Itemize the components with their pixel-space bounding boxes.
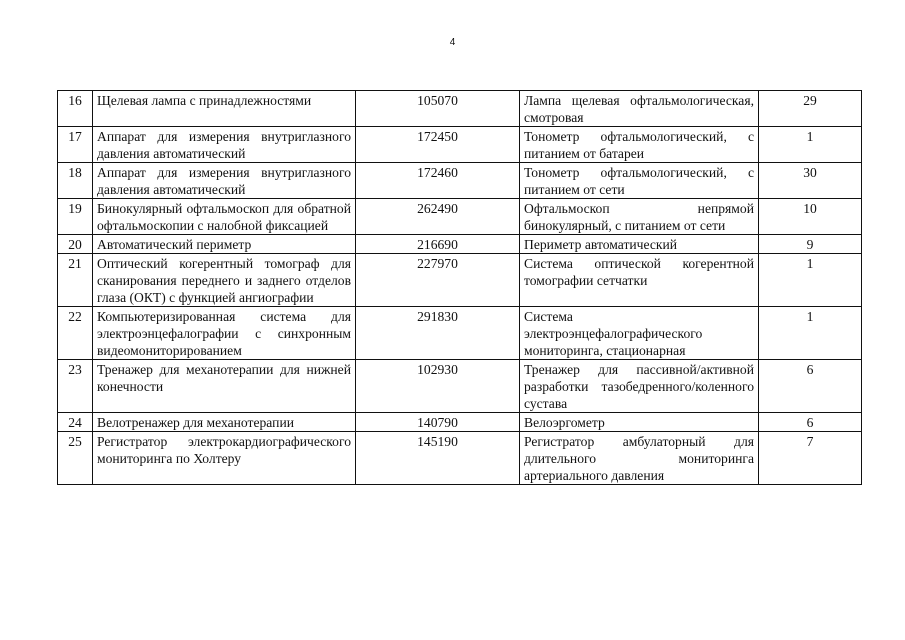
page-number: 4 <box>449 37 456 48</box>
equipment-quantity: 6 <box>759 360 862 413</box>
row-number: 25 <box>58 432 93 485</box>
table-row <box>58 360 862 413</box>
table-row <box>58 235 862 254</box>
equipment-quantity: 10 <box>759 199 862 235</box>
table-row <box>58 307 862 360</box>
table-row <box>58 254 862 307</box>
equipment-type: Велоэргометр <box>520 413 759 432</box>
equipment-quantity: 30 <box>759 163 862 199</box>
equipment-type: Система электроэнцефалографического мониторинга, стационарная <box>520 307 759 360</box>
equipment-type: Офтальмоскоп непрямой бинокулярный, с питанием от сети <box>520 199 759 235</box>
equipment-name: Аппарат для измерения внутриглазного давления автоматический <box>93 127 356 163</box>
equipment-type: Тонометр офтальмологический, с питанием от батареи <box>520 127 759 163</box>
equipment-type: Лампа щелевая офтальмологическая, смотровая <box>520 91 759 127</box>
equipment-code: 172460 <box>356 163 520 199</box>
equipment-quantity: 6 <box>759 413 862 432</box>
row-number: 23 <box>58 360 93 413</box>
equipment-name: Оптический когерентный томограф для сканирования переднего и заднего отделов глаза (ОКТ) с функцией ангиографии <box>93 254 356 307</box>
equipment-name: Велотренажер для механотерапии <box>93 413 356 432</box>
equipment-code: 172450 <box>356 127 520 163</box>
equipment-type: Регистратор амбулаторный для длительного мониторинга артериального давления <box>520 432 759 485</box>
row-number: 18 <box>58 163 93 199</box>
equipment-table <box>57 90 862 485</box>
equipment-type: Тренажер для пассивной/активной разработки тазобедренного/коленного сустава <box>520 360 759 413</box>
row-number: 21 <box>58 254 93 307</box>
equipment-name: Регистратор электрокардиографического мониторинга по Холтеру <box>93 432 356 485</box>
row-number: 22 <box>58 307 93 360</box>
table-row <box>58 199 862 235</box>
equipment-type: Система оптической когерентной томографии сетчатки <box>520 254 759 307</box>
table-row <box>58 413 862 432</box>
equipment-code: 291830 <box>356 307 520 360</box>
row-number: 19 <box>58 199 93 235</box>
table-row <box>58 163 862 199</box>
equipment-quantity: 1 <box>759 127 862 163</box>
equipment-code: 140790 <box>356 413 520 432</box>
table-row <box>58 127 862 163</box>
equipment-name: Компьютеризированная система для электроэнцефалографии с синхронным видеомониторированием <box>93 307 356 360</box>
equipment-code: 216690 <box>356 235 520 254</box>
equipment-name: Бинокулярный офтальмоскоп для обратной офтальмоскопии с налобной фиксацией <box>93 199 356 235</box>
row-number: 17 <box>58 127 93 163</box>
equipment-name: Аппарат для измерения внутриглазного давления автоматический <box>93 163 356 199</box>
equipment-type: Периметр автоматический <box>520 235 759 254</box>
equipment-code: 102930 <box>356 360 520 413</box>
equipment-quantity: 1 <box>759 307 862 360</box>
equipment-code: 145190 <box>356 432 520 485</box>
table-row <box>58 432 862 485</box>
equipment-type: Тонометр офтальмологический, с питанием от сети <box>520 163 759 199</box>
table-row <box>58 91 862 127</box>
equipment-quantity: 7 <box>759 432 862 485</box>
equipment-name: Тренажер для механотерапии для нижней конечности <box>93 360 356 413</box>
equipment-quantity: 29 <box>759 91 862 127</box>
row-number: 24 <box>58 413 93 432</box>
equipment-code: 227970 <box>356 254 520 307</box>
equipment-code: 105070 <box>356 91 520 127</box>
row-number: 20 <box>58 235 93 254</box>
equipment-name: Автоматический периметр <box>93 235 356 254</box>
equipment-name: Щелевая лампа с принадлежностями <box>93 91 356 127</box>
equipment-quantity: 1 <box>759 254 862 307</box>
row-number: 16 <box>58 91 93 127</box>
equipment-code: 262490 <box>356 199 520 235</box>
equipment-quantity: 9 <box>759 235 862 254</box>
